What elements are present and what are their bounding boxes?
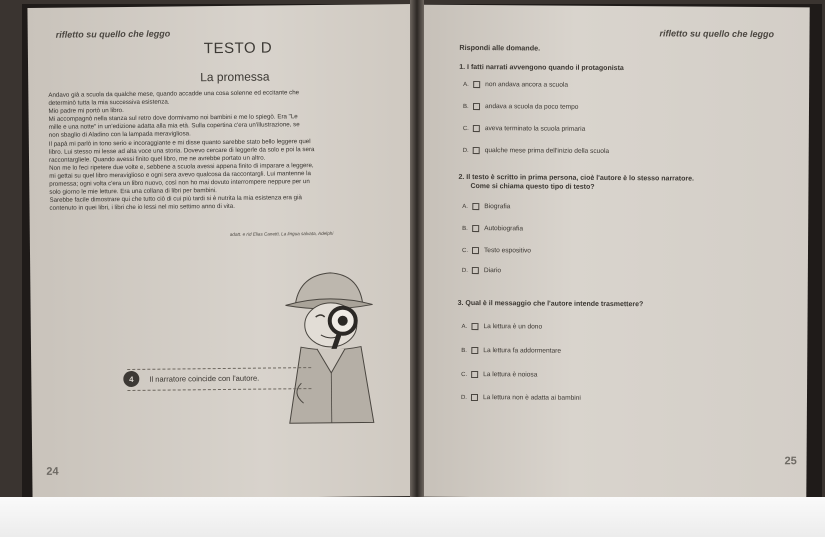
q1-option-d[interactable] <box>463 147 609 155</box>
option-text: qualche mese prima dell'inizio della scuola <box>484 147 610 155</box>
option-letter: D. <box>462 147 469 154</box>
checkbox[interactable] <box>473 125 480 132</box>
story-title: La promessa <box>200 69 270 85</box>
note-text: Il narratore coincide con l'autore. <box>149 373 260 384</box>
q2-option-a[interactable] <box>462 203 510 210</box>
page-number-left: 24 <box>46 465 59 478</box>
checkbox[interactable] <box>472 267 479 274</box>
checkbox[interactable] <box>472 247 479 254</box>
option-text: Autobiografia <box>484 225 524 233</box>
option-letter: A. <box>461 323 468 330</box>
option-text: Biografia <box>484 203 511 211</box>
detective-with-magnifier-icon <box>260 262 392 433</box>
option-letter: D. <box>461 267 468 274</box>
book-gutter <box>410 0 424 512</box>
q1-option-a[interactable] <box>463 81 568 89</box>
option-letter: D. <box>460 394 468 401</box>
q2-option-d[interactable] <box>462 267 501 274</box>
right-page <box>416 5 809 500</box>
instruction: Rispondi alle domande. <box>459 42 541 53</box>
option-text: La lettura è noiosa <box>483 371 538 379</box>
story-line: promessa; ogni volta c'era un libro nuovo, così non ho mai dovuto interrompere neppure per un <box>49 178 310 188</box>
source-credit: adatt. e rid Elias Canetti, La lingua salvata, Adelphi <box>229 230 334 237</box>
q3-option-b[interactable] <box>461 347 561 355</box>
checkbox[interactable] <box>471 394 478 401</box>
option-text: La lettura è un dono <box>483 323 543 331</box>
story-line: solo giorno le mie letture. Era una collana di libri per bambini. <box>49 187 217 196</box>
option-text: La lettura fa addormentare <box>483 347 562 355</box>
q1-option-b[interactable] <box>463 103 579 111</box>
story-line: Mio padre mi portò un libro. <box>48 107 124 116</box>
checkbox[interactable] <box>472 203 479 210</box>
option-text: aveva terminato la scuola primaria <box>484 125 586 133</box>
story-text <box>48 88 399 213</box>
story-line: Non me lo feci ripetere due volte e, sebbene a scuola avessi appena finito di imparare a leggere, <box>49 161 314 172</box>
story-line: Andavo già a scuola da qualche mese, quando accadde una cosa solenne ed eccitante che <box>48 89 300 99</box>
checkbox[interactable] <box>471 323 478 330</box>
option-text: Testo espositivo <box>483 247 531 255</box>
story-line: libro. Lui stesso mi lesse ad alta voce una storia. Dovevo cercare di leggerle da solo e poi la sera <box>48 145 315 156</box>
checkbox[interactable] <box>472 225 479 232</box>
story-line: determinò tutta la mia successiva esistenza. <box>48 98 170 107</box>
question-1: 1. I fatti narrati avvengono quando il protagonista <box>459 63 624 73</box>
story-line: mi gettai su quel libro meraviglioso e ogni sera avevo qualcosa da raccontargli. Lui mantenne la <box>49 170 311 180</box>
story-line: mille e una notte" in un'edizione adatta alla mia età. Sulla copertina c'era un'illustrazione, se <box>48 121 300 132</box>
question-2-line-2: Come si chiama questo tipo di testo? <box>470 183 595 191</box>
option-letter: B. <box>462 103 469 110</box>
option-text: andava a scuola da poco tempo <box>484 103 579 111</box>
q3-option-a[interactable] <box>461 323 542 331</box>
checkbox[interactable] <box>471 371 478 378</box>
table-surface <box>0 497 825 537</box>
q3-option-c[interactable] <box>461 371 537 379</box>
option-letter: C. <box>462 125 469 132</box>
story-line: Mi accompagnò nella stanza sul retro dove dormivamo noi bambini e me lo spiegò. Era "Le <box>48 113 298 124</box>
page-number-right: 25 <box>784 455 797 468</box>
left-page-header: rifletto su quello che leggo <box>55 28 171 40</box>
page-title: TESTO D <box>203 39 273 58</box>
story-line: contenuto in quei libri, i libri che io lessi nel mio settimo anno di vita. <box>49 203 235 213</box>
checkbox[interactable] <box>471 347 478 354</box>
note-box <box>127 367 311 391</box>
q2-option-b[interactable] <box>462 225 523 232</box>
q2-option-c[interactable] <box>462 247 531 254</box>
option-letter: C. <box>461 247 469 254</box>
option-letter: B. <box>462 225 468 232</box>
checkbox[interactable] <box>473 103 480 110</box>
option-letter: A. <box>463 81 469 88</box>
story-line: Il papà mi parlò in tono serio e incoraggiante e mi disse quanto sarebbe stato bello leggere quel <box>48 137 311 148</box>
checkbox[interactable] <box>473 81 480 88</box>
option-text: non andava ancora a scuola <box>485 81 569 89</box>
story-line: raccontargliele. Quando avessi finito quel libro, me ne avrebbe portato un altro. <box>48 154 266 164</box>
q3-option-d[interactable] <box>461 394 581 402</box>
checkbox[interactable] <box>473 147 480 154</box>
left-page <box>27 4 417 500</box>
story-line: non sbaglio di Aladino con la lampada meravigliosa. <box>48 130 191 140</box>
question-3: 3. Qual è il messaggio che l'autore intende trasmettere? <box>457 299 644 309</box>
option-letter: B. <box>461 347 468 354</box>
question-2: 2. Il testo è scritto in prima persona, cioè l'autore è lo stesso narratore. <box>458 173 695 183</box>
note-number-badge: 4 <box>123 371 139 387</box>
option-text: La lettura non è adatta ai bambini <box>482 394 581 402</box>
right-page-header: rifletto su quello che leggo <box>659 28 775 40</box>
option-letter: A. <box>462 203 469 210</box>
q1-option-c[interactable] <box>463 125 585 133</box>
option-text: Diario <box>483 267 502 275</box>
story-line: Sarebbe facile dimostrare qui che tutto ciò di cui più tardi si è nutrita la mia esistenza era già <box>49 194 302 205</box>
option-letter: C. <box>461 371 468 378</box>
